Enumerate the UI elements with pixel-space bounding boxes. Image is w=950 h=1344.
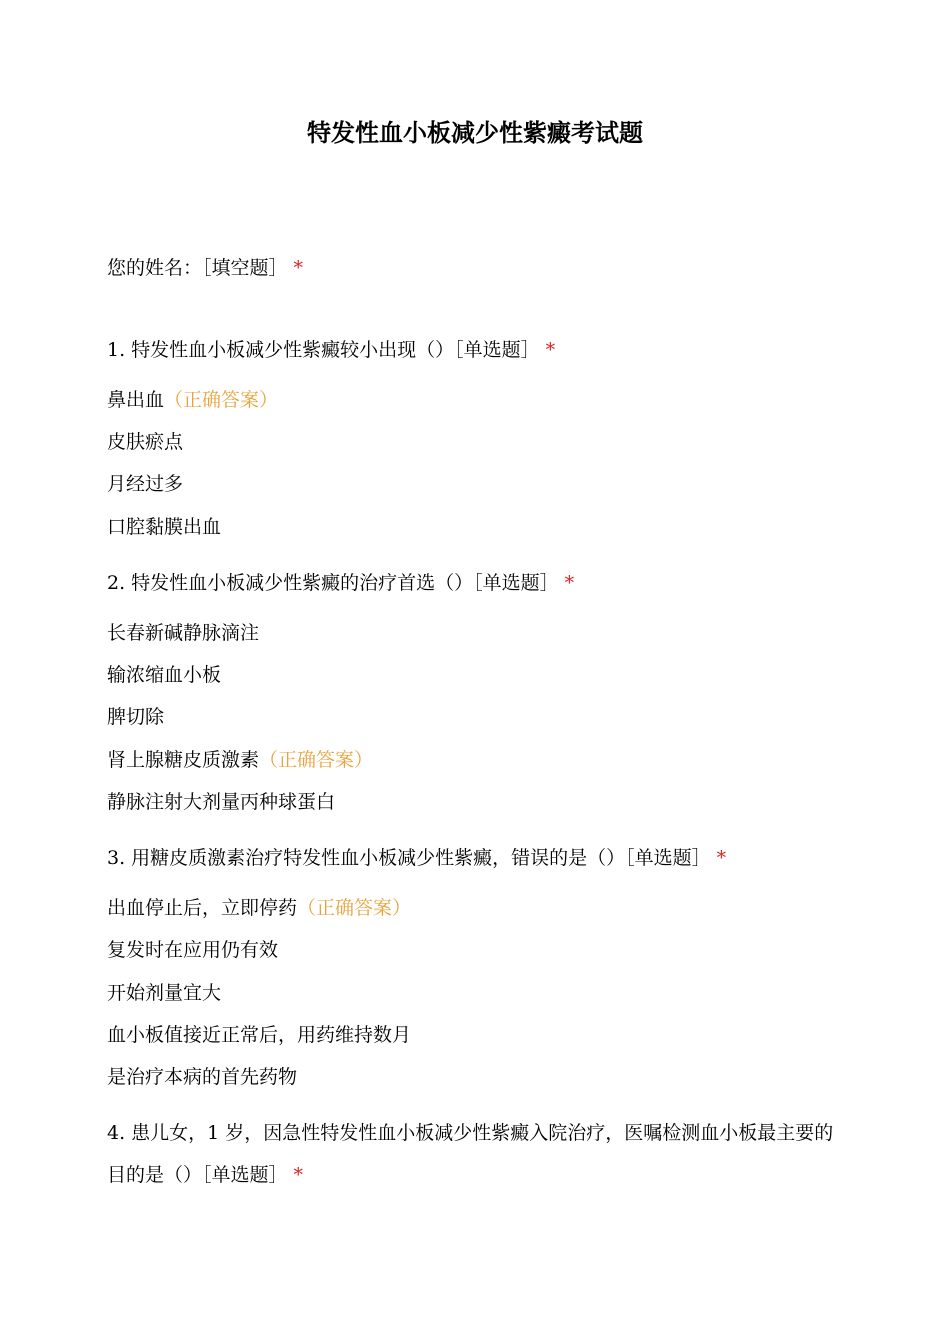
required-mark: *	[293, 257, 304, 279]
question-text: 1. 特发性血小板减少性紫癜较小出现（）［单选题］	[107, 339, 540, 361]
option-item: 月经过多	[107, 473, 184, 495]
option-label: 鼻出血	[107, 389, 165, 411]
option-item: 输浓缩血小板	[107, 664, 222, 686]
question-text: 3. 用糖皮质激素治疗特发性血小板减少性紫癜，错误的是（）［单选题］	[107, 847, 711, 869]
option-item: 静脉注射大剂量丙种球蛋白	[107, 791, 336, 813]
option-item: 长春新碱静脉滴注	[107, 622, 260, 644]
required-mark: *	[564, 572, 575, 594]
question-title	[107, 1112, 842, 1196]
name-question-label: 您的姓名：［填空题］	[107, 257, 288, 279]
required-mark: *	[293, 1164, 304, 1186]
correct-answer-tag: （正确答案）	[297, 897, 412, 919]
name-question	[107, 256, 303, 280]
required-mark: *	[545, 339, 556, 361]
correct-answer-tag: （正确答案）	[259, 749, 374, 771]
option-item: 复发时在应用仍有效	[107, 939, 279, 961]
option-item: 开始剂量宜大	[107, 982, 222, 1004]
option-label: 肾上腺糖皮质激素	[107, 749, 260, 771]
required-mark: *	[716, 847, 727, 869]
question-text: 2. 特发性血小板减少性紫癜的治疗首选（）［单选题］	[107, 572, 559, 594]
question-title	[107, 846, 726, 870]
option-item	[107, 388, 278, 412]
option-item: 皮肤瘀点	[107, 431, 184, 453]
correct-answer-tag: （正确答案）	[164, 389, 279, 411]
option-item: 是治疗本病的首先药物	[107, 1066, 298, 1088]
option-item	[107, 896, 411, 920]
option-item	[107, 748, 373, 772]
option-item: 血小板值接近正常后，用药维持数月	[107, 1024, 412, 1046]
question-title	[107, 338, 555, 362]
option-label: 出血停止后，立即停药	[107, 897, 298, 919]
option-item: 口腔黏膜出血	[107, 516, 222, 538]
page-title: 特发性血小板减少性紫癜考试题	[307, 119, 643, 147]
question-title	[107, 571, 574, 595]
option-item: 脾切除	[107, 706, 165, 728]
question-text: 4. 患儿女，1 岁，因急性特发性血小板减少性紫癜入院治疗，医嘱检测血小板最主要的目的是（）［单选题］	[107, 1122, 834, 1186]
